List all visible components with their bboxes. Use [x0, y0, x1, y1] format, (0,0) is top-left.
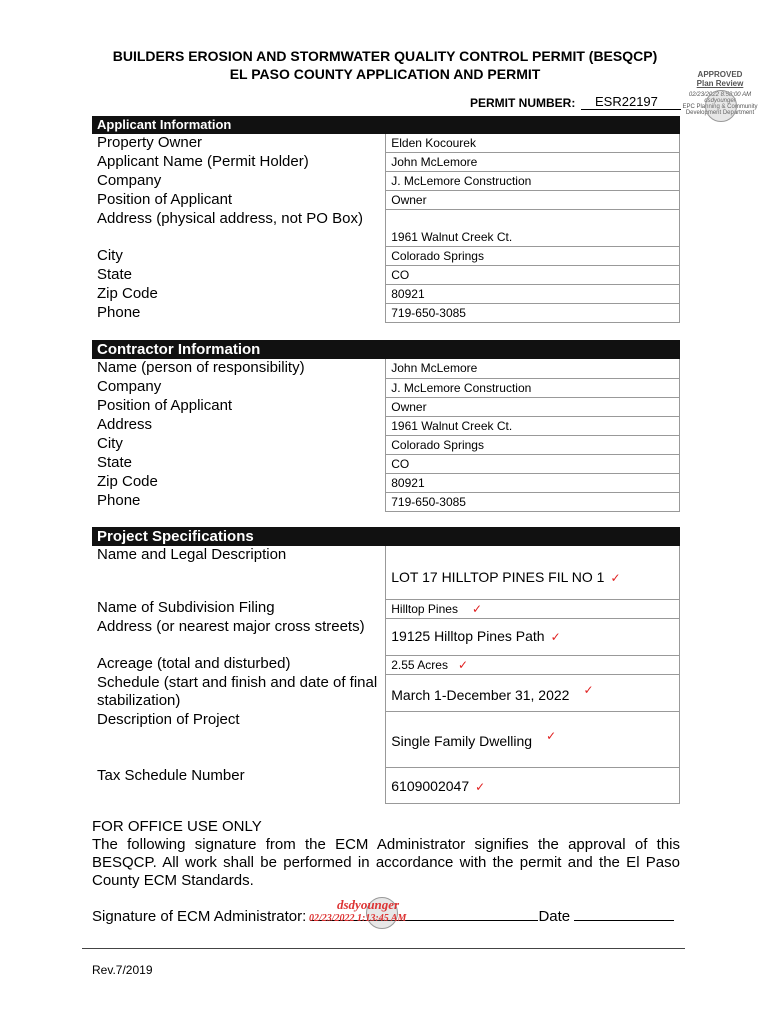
subdivision-field[interactable]: [386, 599, 680, 618]
stamp-dept-line2: Development Department: [685, 110, 755, 116]
field-value: Hilltop Pines: [391, 601, 458, 616]
row-label: Address (or nearest major cross streets): [97, 618, 365, 635]
contractor-name-field[interactable]: John McLemore: [386, 359, 680, 378]
revision-label: Rev.7/2019: [92, 963, 153, 977]
check-mark-icon: ✓: [471, 601, 483, 616]
field-value: March 1-December 31, 2022: [391, 687, 570, 703]
check-mark-icon: ✓: [546, 728, 557, 743]
applicant-table: [92, 116, 680, 323]
row-label: Zip Code: [97, 473, 158, 490]
row-label: Company: [97, 171, 162, 189]
date-field[interactable]: [574, 906, 674, 921]
project-address-field[interactable]: [386, 618, 680, 655]
signer-name: dsdyounger: [337, 897, 400, 912]
form-title: BUILDERS EROSION AND STORMWATER QUALITY CONTROL PERMIT (BESQCP): [112, 48, 658, 64]
row-label: State: [97, 454, 133, 471]
office-use-text: The following signature from the ECM Administrator signifies the approval of this BESQCP. All work shall be performed in accordance with the permit and the El Paso County ECM Standards.: [92, 836, 680, 889]
contractor-address-field[interactable]: 1961 Walnut Creek Ct.: [386, 416, 680, 435]
contractor-header: Contractor Information: [92, 340, 680, 359]
check-mark-icon: ✓: [550, 630, 561, 644]
address-field[interactable]: 1961 Walnut Creek Ct.: [386, 210, 680, 247]
permit-number-field[interactable]: ESR22197: [581, 94, 681, 110]
field-value: 6109002047: [391, 777, 470, 794]
project-table: [92, 527, 680, 804]
contractor-table: [92, 340, 680, 512]
project-description-field[interactable]: [386, 711, 680, 767]
stamp-seal-icon: [705, 90, 737, 122]
property-owner-field[interactable]: Elden Kocourek: [386, 134, 680, 153]
legal-description-field[interactable]: [386, 546, 680, 599]
office-use-section: [92, 818, 680, 890]
field-value: LOT 17 HILLTOP PINES FIL NO 1: [391, 569, 605, 585]
stamp-plan-review: Plan Review: [696, 79, 744, 88]
row-label: Property Owner: [97, 134, 203, 151]
project-header: Project Specifications: [92, 527, 680, 546]
date-label: Date: [538, 908, 571, 925]
row-label: Position of Applicant: [97, 397, 233, 414]
schedule-field[interactable]: [386, 674, 680, 711]
acreage-field[interactable]: [386, 655, 680, 674]
row-label: Phone: [97, 492, 141, 509]
signature-timestamp: 02/23/2022 1:13:45 AM: [309, 913, 407, 924]
check-mark-icon: ✓: [583, 683, 594, 697]
company-field[interactable]: J. McLemore Construction: [386, 172, 680, 191]
contractor-zip-field[interactable]: 80921: [386, 473, 680, 492]
footer-divider: [82, 948, 685, 949]
row-label: Name and Legal Description: [97, 546, 287, 563]
row-label: Position of Applicant: [97, 190, 233, 208]
row-label: Name (person of responsibility): [97, 359, 305, 376]
state-field[interactable]: CO: [386, 266, 680, 285]
stamp-approved: APPROVED: [697, 70, 743, 79]
stamp-dept-line1: EPC Planning & Community: [682, 104, 758, 110]
contractor-phone-field[interactable]: 719-650-3085: [386, 492, 680, 511]
signature-label: Signature of ECM Administrator:: [92, 908, 307, 925]
row-label: Tax Schedule Number: [97, 767, 245, 784]
contractor-city-field[interactable]: Colorado Springs: [386, 435, 680, 454]
form-subtitle: EL PASO COUNTY APPLICATION AND PERMIT: [229, 66, 541, 82]
applicant-name-field[interactable]: John McLemore: [386, 153, 680, 172]
row-label: Acreage (total and disturbed): [97, 655, 291, 672]
row-label: City: [97, 246, 123, 264]
applicant-header: Applicant Information: [92, 116, 680, 134]
row-label: State: [97, 265, 133, 283]
check-mark-icon: ✓: [610, 571, 621, 585]
stamp-datetime: 02/23/2022 8:58:00 AM: [688, 92, 752, 98]
check-mark-icon: ✓: [457, 657, 469, 672]
row-label: City: [97, 435, 123, 452]
zip-field[interactable]: 80921: [386, 285, 680, 304]
contractor-company-field[interactable]: J. McLemore Construction: [386, 378, 680, 397]
row-label: Applicant Name (Permit Holder): [97, 152, 309, 170]
check-mark-icon: ✓: [475, 779, 486, 794]
row-label: Schedule (start and finish and date of final stabilization): [97, 674, 378, 709]
field-value: 19125 Hilltop Pines Path: [391, 628, 545, 644]
contractor-position-field[interactable]: Owner: [386, 397, 680, 416]
field-value: Single Family Dwelling: [391, 732, 533, 749]
city-field[interactable]: Colorado Springs: [386, 247, 680, 266]
permit-number-label: PERMIT NUMBER:: [470, 96, 576, 110]
office-use-title: FOR OFFICE USE ONLY: [92, 818, 262, 835]
row-label: Name of Subdivision Filing: [97, 599, 275, 616]
row-label: Address (physical address, not PO Box): [97, 209, 363, 227]
stamp-reviewer: dsdyounger: [704, 98, 736, 104]
row-label: Address: [97, 416, 153, 433]
approval-stamp: [678, 70, 762, 116]
phone-field[interactable]: 719-650-3085: [386, 304, 680, 323]
row-label: Description of Project: [97, 711, 240, 728]
tax-schedule-field[interactable]: [386, 767, 680, 803]
row-label: Zip Code: [97, 284, 158, 302]
position-field[interactable]: Owner: [386, 191, 680, 210]
field-value: 2.55 Acres: [391, 657, 448, 672]
contractor-state-field[interactable]: CO: [386, 454, 680, 473]
row-label: Company: [97, 378, 162, 395]
row-label: Phone: [97, 303, 141, 321]
